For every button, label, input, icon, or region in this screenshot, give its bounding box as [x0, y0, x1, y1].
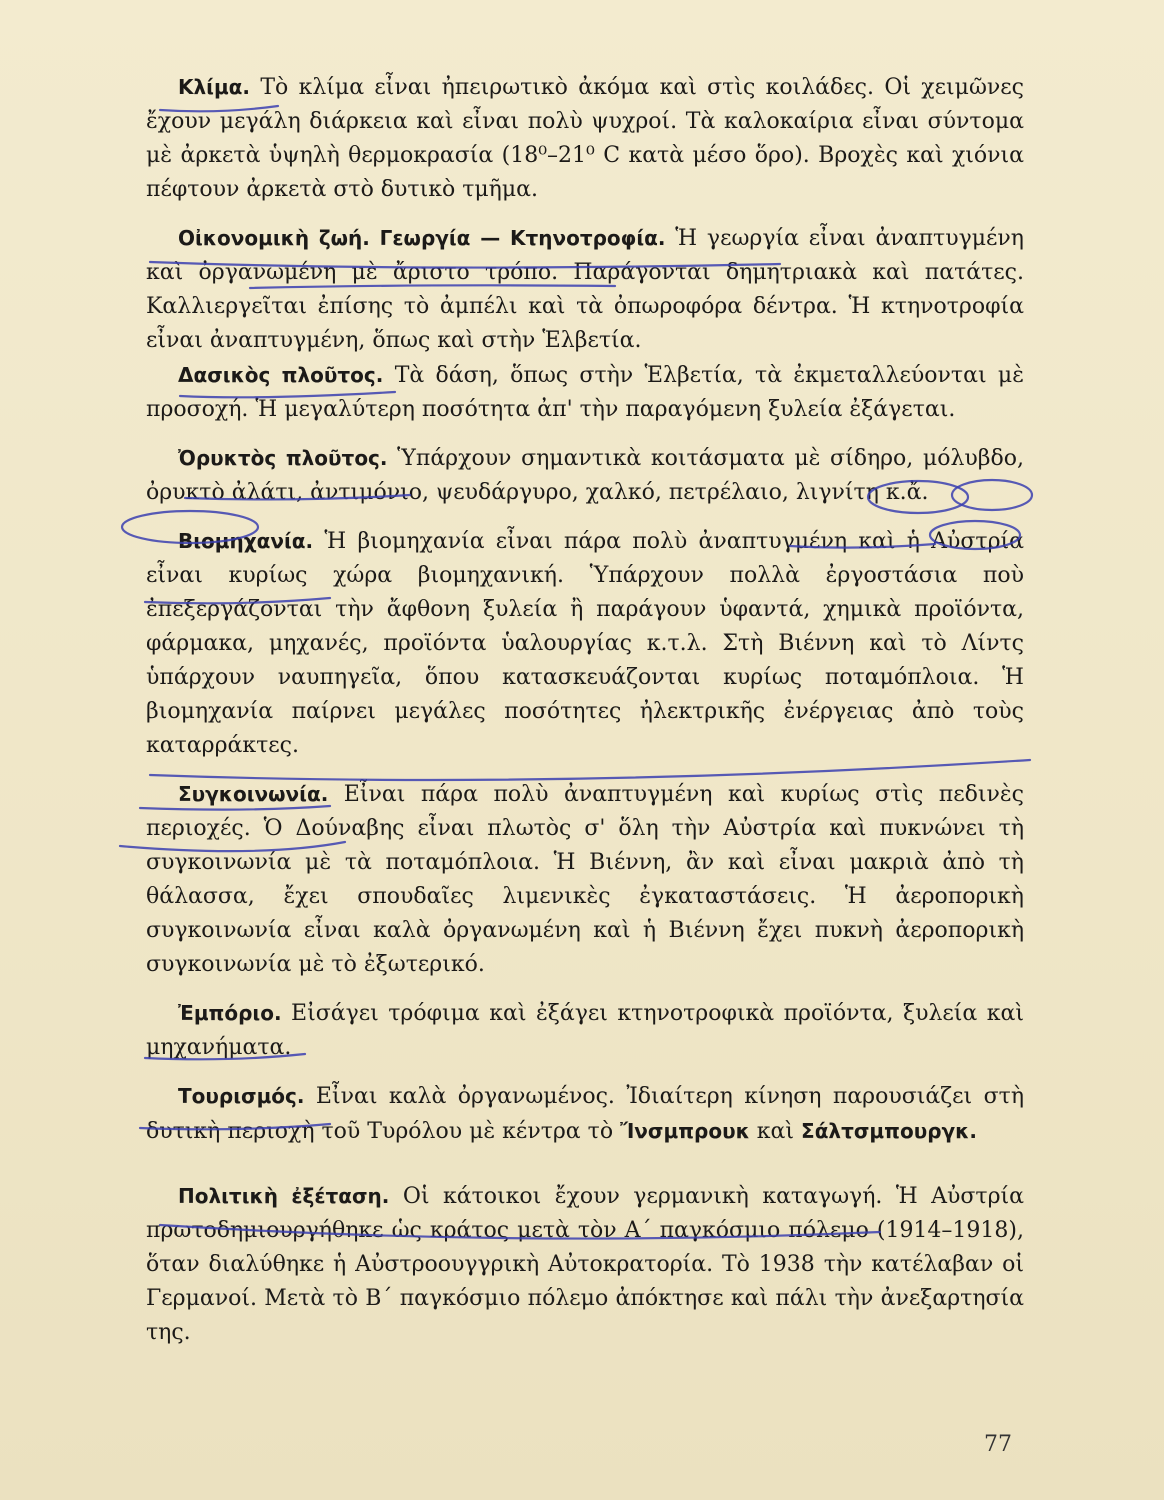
- section-minerals: [146, 441, 1024, 510]
- section-heading: Συγκοινωνία.: [178, 782, 329, 806]
- section-body: Ὑπάρχουν σημαντικὰ κοιτάσματα μὲ σίδηρο, μόλυβδο, ὀρυκτὸ ἀλάτι, ἀντιμόνιο, ψευδάργυρο, χαλκό, πετρέλαιο, λιγνίτη κ.ἄ.: [146, 446, 1024, 505]
- section-trade: [146, 996, 1024, 1065]
- section-body-mid: καὶ: [749, 1119, 802, 1144]
- section-tourism: [146, 1079, 1024, 1149]
- section-heading: Τουρισμός.: [178, 1084, 305, 1108]
- section-heading: Πολιτικὴ ἐξέταση.: [178, 1184, 390, 1208]
- section-body: Τὰ δάση, ὅπως στὴν Ἑλβετία, τὰ ἐκμεταλλεύονται μὲ προσοχή. Ἡ μεγαλύτερη ποσότητα ἀπ' τὴν παραγόμενη ξυλεία ἐξάγεται.: [146, 363, 1025, 422]
- city-salzburg: Σάλτσμπουργκ.: [801, 1119, 977, 1143]
- section-body: Οἱ κάτοικοι ἔχουν γερμανικὴ καταγωγή. Ἡ Αὐστρία πρωτοδημιουργήθηκε ὡς κράτος μετὰ τὸν Α΄ παγκόσμιο πόλεμο (1914–1918), ὅταν διαλύθηκε ἡ Αὐστροουγγρικὴ Αὐτοκρατορία. Τὸ 1938 τὴν κατέλαβαν οἱ Γερμανοί. Μετὰ τὸ Β΄ παγκόσμιο πόλεμο ἀπόκτησε καὶ πάλι τὴν ἀνεξαρτησία της.: [146, 1184, 1024, 1345]
- page-text: [146, 70, 1024, 1350]
- section-heading: Οἰκονομικὴ ζωή. Γεωργία — Κτηνοτροφία.: [178, 226, 666, 250]
- section-economy: [146, 221, 1024, 358]
- section-body: Εἶναι πάρα πολὺ ἀναπτυγμένη καὶ κυρίως στὶς πεδινὲς περιοχές. Ὁ Δούναβης εἶναι πλωτὸς σ' ὅλη τὴν Αὐστρία καὶ πυκνώνει τὴ συγκοινωνία μὲ τὰ ποταμόπλοια. Ἡ Βιέννη, ἂν καὶ εἶναι μακριὰ ἀπὸ τὴ θάλασσα, ἔχει σπουδαῖες λιμενικὲς ἐγκαταστάσεις. Ἡ ἀεροπορικὴ συγκοινωνία εἶναι καλὰ ὀργανωμένη καὶ ἡ Βιέννη ἔχει πυκνὴ ἀεροπορικὴ συγκοινωνία μὲ τὸ ἐξωτερικό.: [146, 782, 1024, 977]
- section-heading: Ὀρυκτὸς πλοῦτος.: [178, 446, 388, 470]
- section-transport: [146, 777, 1024, 982]
- section-heading: Κλίμα.: [178, 75, 251, 99]
- section-body: Ἡ βιομηχανία εἶναι πάρα πολὺ ἀναπτυγμένη καὶ ἡ Αὐστρία εἶναι κυρίως χώρα βιομηχανική. Ὑπάρχουν πολλὰ ἐργοστάσια ποὺ ἐπεξεργάζονται τὴν ἄφθονη ξυλεία ἢ παράγουν ὑφαντά, χημικὰ προϊόντα, φάρμακα, μηχανές, προϊόντα ὑαλουργίας κ.τ.λ. Στὴ Βιέννη καὶ τὸ Λίντς ὑπάρχουν ναυπηγεῖα, ὅπου κατασκευάζονται κυρίως ποταμόπλοια. Ἡ βιομηχανία παίρνει μεγάλες ποσότητες ἠλεκτρικῆς ἐνέργειας ἀπὸ τοὺς καταρράκτες.: [146, 529, 1024, 758]
- section-body: Ἡ γεωργία εἶναι ἀναπτυγμένη καὶ ὀργανωμένη μὲ ἄριστο τρόπο. Παράγονται δημητριακὰ καὶ πατάτες. Καλλιεργεῖται ἐπίσης τὸ ἀμπέλι καὶ τὰ ὀπωροφόρα δέντρα. Ἡ κτηνοτροφία εἶναι ἀναπτυγμένη, ὅπως καὶ στὴν Ἑλβετία.: [146, 226, 1024, 353]
- city-innsbruck: Ἴνσμπρουκ: [620, 1119, 750, 1143]
- section-body: Εἶναι καλὰ ὀργανωμένος. Ἰδιαίτερη κίνηση παρουσιάζει στὴ δυτικὴ περιοχὴ τοῦ Τυρόλου μὲ κέντρα τὸ: [146, 1084, 1024, 1144]
- section-heading: Βιομηχανία.: [178, 529, 314, 553]
- section-body: Τὸ κλίμα εἶναι ἠπειρωτικὸ ἀκόμα καὶ στὶς κοιλάδες. Οἱ χειμῶνες ἔχουν μεγάλη διάρκεια καὶ εἶναι πολὺ ψυχροί. Τὰ καλοκαίρια εἶναι σύντομα μὲ ἀρκετὰ ὑψηλὴ θερμοκρασία (18⁰–21⁰ C κατὰ μέσο ὅρο). Βροχὲς καὶ χιόνια πέφτουν ἀρκετὰ στὸ δυτικὸ τμῆμα.: [146, 75, 1024, 202]
- section-heading: Ἐμπόριο.: [178, 1001, 282, 1025]
- section-politics: [146, 1179, 1024, 1350]
- section-climate: [146, 70, 1024, 207]
- section-industry: [146, 524, 1024, 763]
- section-heading: Δασικὸς πλοῦτος.: [178, 363, 384, 387]
- section-forestry: [146, 358, 1024, 427]
- section-body: Εἰσάγει τρόφιμα καὶ ἐξάγει κτηνοτροφικὰ προϊόντα, ξυλεία καὶ μηχανήματα.: [146, 1001, 1024, 1060]
- page-number: 77: [984, 1432, 1012, 1457]
